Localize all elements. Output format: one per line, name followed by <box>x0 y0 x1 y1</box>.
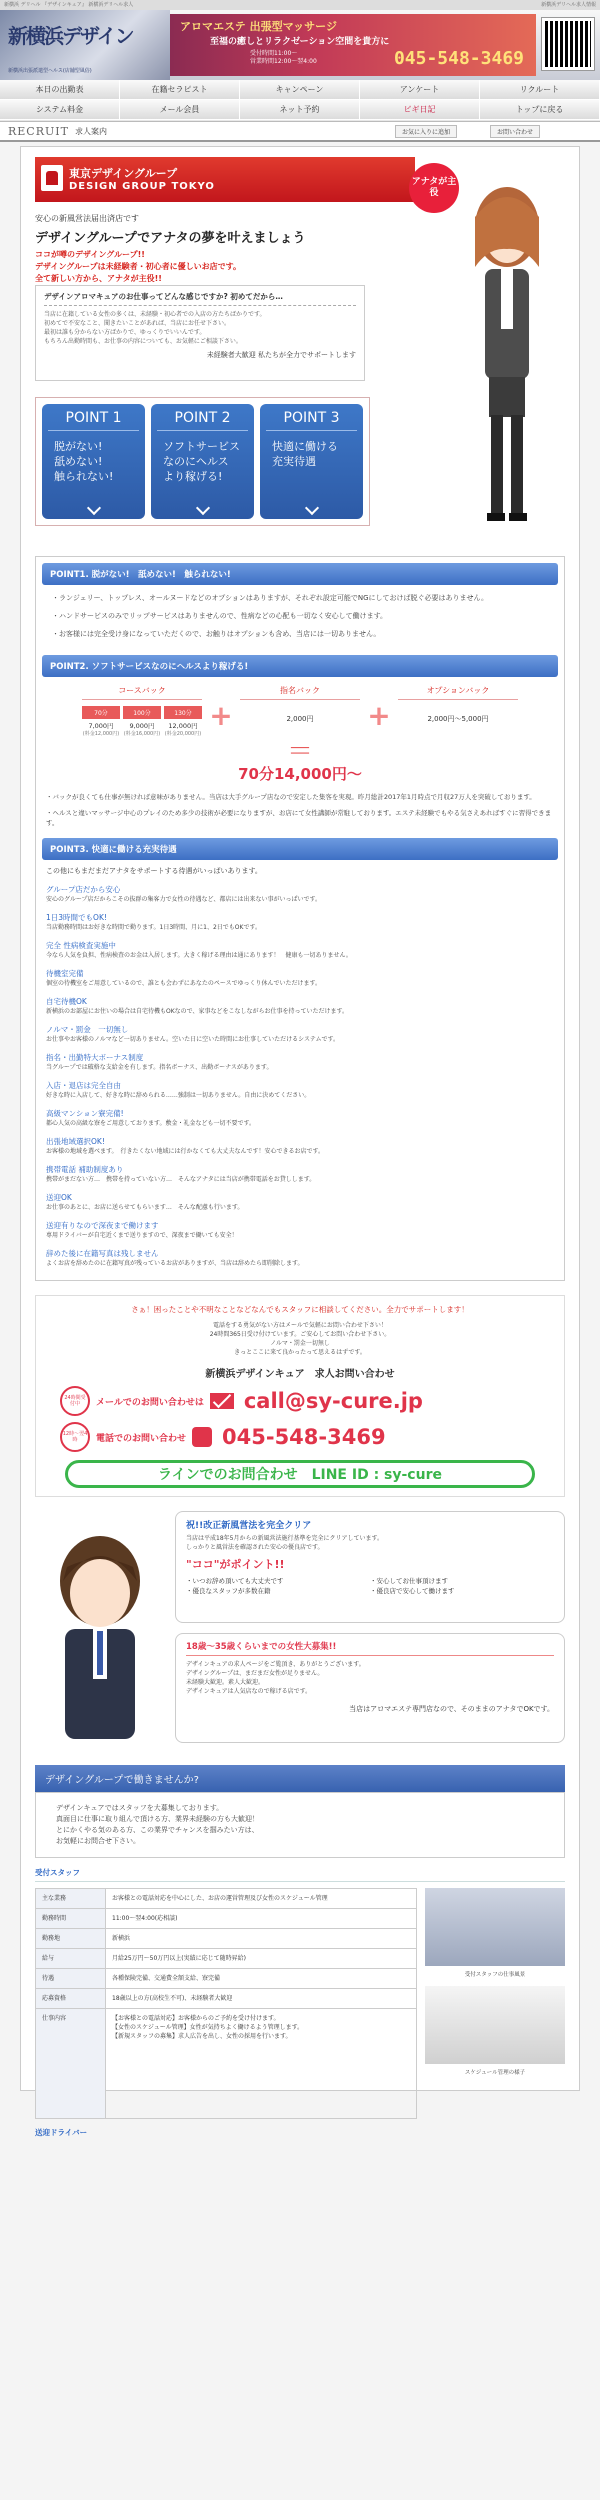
point2-note-1: ・バックが良くても仕事が無ければ意味がありません。当店は大手グループ店なので安定した集客を実現。昨月総計2017年1月時点で月収27万人を突破しております。 <box>46 793 536 801</box>
reception-staff-heading: 受付スタッフ <box>35 1864 565 1882</box>
job-value: 11:00〜翌4:00(応相談) <box>106 1909 417 1929</box>
protagonist-bubble: アナタが主役 <box>409 163 459 213</box>
tel-number-link[interactable]: 045-548-3469 <box>222 1425 386 1449</box>
law-compliance-box <box>175 1511 565 1623</box>
benefit-heading: 自宅待機OK <box>46 997 87 1006</box>
line-contact-button[interactable]: ラインでのお問合わせ LINE ID : sy-cure <box>65 1460 535 1488</box>
benefit-desc: 安心のグループ店だからこその抜群の集客力で女性の待遇など、都店には出来ない事がいっぱいです。 <box>46 896 322 903</box>
point3-title: POINT3. 快適に働ける充実待遇 <box>42 838 558 860</box>
beginner-line-4: もちろん出勤時間も、お仕事の内容についても、お気軽にご相談下さい。 <box>44 338 242 345</box>
job-table <box>35 1888 417 2119</box>
site-logo[interactable] <box>0 10 170 80</box>
course-back-value: 9,000円 <box>129 722 155 730</box>
job-key: 応募資格 <box>36 1989 106 2009</box>
point-card-1[interactable] <box>42 404 145 519</box>
benefit-heading: 入店・退店は完全自由 <box>46 1081 121 1090</box>
company-name-en: DESIGN GROUP TOKYO <box>69 181 215 192</box>
list-item <box>42 1134 558 1162</box>
benefit-heading: 出張地域選択OK! <box>46 1137 105 1146</box>
point-card-2[interactable] <box>151 404 254 519</box>
name-back-value: 2,000円 <box>286 715 314 723</box>
point-card-title: POINT 1 <box>48 410 139 431</box>
header-phone[interactable]: 045-548-3469 <box>393 48 524 69</box>
point-card-desc: ソフトサービス なのにヘルス より稼げる! <box>163 440 240 483</box>
age-footer: 当店はアロマエステ専門店なので、そのままのアナタでOKです。 <box>349 1705 554 1713</box>
phone-icon <box>192 1427 212 1447</box>
staff-photo <box>425 1888 565 1966</box>
job-key: 仕事内容 <box>36 2009 106 2119</box>
course-back-value: 7,000円 <box>88 722 114 730</box>
nav-system[interactable]: システム料金 <box>0 100 120 120</box>
law-desc-1: 当店は平成18年5月からの新風営法施行基準を完全にクリアしています。 <box>186 1535 383 1542</box>
contact-title: 新横浜デザインキュア 求人お問い合わせ <box>205 1369 395 1380</box>
qr-code <box>542 18 594 70</box>
law-point-item: ・いつお辞め頂いても大丈夫です <box>186 1577 284 1585</box>
schedule-photo-caption: スケジュール管理の様子 <box>464 2070 526 2076</box>
table-row <box>36 1929 417 1949</box>
benefit-desc: お仕事やお客様のノルマなど一切ありません。空いた日に空いた時間にお仕事していただけるシステムです。 <box>46 1036 340 1043</box>
point-card-title: POINT 2 <box>157 410 248 431</box>
tel-hours-badge: 12時〜翌4時 <box>60 1422 90 1452</box>
top-strip-right: 新横浜デリヘル求人情報 <box>541 2 596 8</box>
benefit-heading: グループ店だから安心 <box>46 885 121 894</box>
job-value: 新横浜 <box>106 1929 417 1949</box>
equals-icon: ＝ <box>286 737 313 767</box>
table-row <box>36 1969 417 1989</box>
driver-heading: 送迎ドライバー <box>35 2128 88 2137</box>
age-desc <box>186 1660 554 1696</box>
benefit-heading: 送迎OK <box>46 1193 72 1202</box>
job-value: 18歳以上の方(高校生不可)、未経験者大歓迎 <box>106 1989 417 2009</box>
age-desc-1: デザインキュアの求人ページをご覧頂き、ありがとうございます。 <box>186 1661 365 1668</box>
benefit-heading: 辞めた後に在籍写真は残しません <box>46 1249 159 1258</box>
benefit-heading: ノルマ・罰金 一切無し <box>46 1025 129 1034</box>
point1-item-1: ・ランジェリー、トップレス、オールヌードなどのオプションはありますが、それぞれ設定可能でNGにしておけば脱ぐ必要はありません。 <box>52 594 488 602</box>
beginner-line-2: 初めてで不安なこと、聞きたいことがあれば、当店にお任せ下さい。 <box>44 320 231 327</box>
course-item <box>123 706 161 737</box>
points-row <box>35 397 370 526</box>
list-item <box>42 1050 558 1078</box>
list-item <box>42 994 558 1022</box>
option-back-label: オプションバック <box>398 685 518 700</box>
list-item <box>42 966 558 994</box>
list-item <box>42 1190 558 1218</box>
staff-illustration <box>35 1511 165 1751</box>
course-item <box>164 706 202 737</box>
law-title: 祝!!改正新風営法を完全クリア <box>186 1521 312 1531</box>
course-price: (料金20,000円) <box>164 731 202 737</box>
course-item <box>82 706 120 737</box>
point-card-3[interactable] <box>260 404 363 519</box>
point3-list <box>42 882 558 1274</box>
list-item <box>42 882 558 910</box>
tel-label: 電話でのお問い合わせ <box>96 1433 187 1444</box>
benefit-desc: 新横浜のお部屋にお住いの場合は自宅待機もOKなので、家事などをこなしながらお仕事を持っていただけます。 <box>46 1008 349 1015</box>
nav-row-1 <box>0 80 600 100</box>
contact-sub-2: 24時間365日受け付けています。ご安心してお問い合わせ下さい。 <box>209 1331 391 1338</box>
recruit-heading: RECRUIT <box>8 124 69 138</box>
banner-title: アロマエステ 出張型マッサージ <box>180 20 337 33</box>
banner-catch: 至福の癒しとリラクゼーション空間を貴方に <box>210 37 390 47</box>
plus-icon: + <box>209 699 233 732</box>
job-key: 待遇 <box>36 1969 106 1989</box>
mail-address-link[interactable]: call@sy-cure.jp <box>243 1389 423 1413</box>
point2-note-2: ・ヘルスと違いマッサージ中心のプレイのため多少の技術が必要になりますが、お店にて女性講師が常駐しております。エステ未経験でもやる気さえあればすぐに習得できます。 <box>46 809 552 827</box>
beginner-body <box>44 310 356 346</box>
job-key: 勤務時間 <box>36 1909 106 1929</box>
hero-highlight-1: ココが噂のデザイングループ!! <box>35 250 145 259</box>
company-name: 東京デザイングループ <box>69 167 178 180</box>
job-value: 【お客様との電話対応】お客様からのご予約を受け付けます。 【女性のスケジュール管理】女性が気持ちよく働けるよう管理します。 【新規スタッフの募集】求人広告を出し、女性の採用を行います。 <box>106 2009 417 2119</box>
nav-net-reserve[interactable]: ネット予約 <box>240 100 360 120</box>
age-title: 18歳〜35歳くらいまでの女性大募集!! <box>186 1640 554 1656</box>
staff-intro-2: 真面目に仕事に取り組んで頂ける方、業界未経験の方も大歓迎！ <box>56 1815 259 1823</box>
nav-mail-member[interactable]: メール会員 <box>120 100 240 120</box>
course-list <box>82 706 202 737</box>
table-row <box>36 1889 417 1909</box>
job-key: 勤務地 <box>36 1929 106 1949</box>
table-row <box>36 1989 417 2009</box>
name-back <box>240 685 360 724</box>
option-back <box>398 685 518 724</box>
benefit-desc: 当店勤務時間はお好きな時間で勤ります。1日3時間、月に1、2日でもOKです。 <box>46 924 261 931</box>
course-back <box>82 685 202 737</box>
point2-notes <box>42 784 558 828</box>
nav-campaign[interactable]: キャンペーン <box>240 80 360 100</box>
recruit-heading-jp: 求人案内 <box>74 126 107 136</box>
mail-contact-row[interactable] <box>46 1386 554 1416</box>
inquiry-button[interactable]: お問い合わせ <box>490 125 540 138</box>
contact-section <box>35 1295 565 1497</box>
age-recruit-box <box>175 1633 565 1743</box>
mail-label: メールでのお問い合わせは <box>96 1397 204 1408</box>
benefit-heading: 指名・出勤特大ボーナス制度 <box>46 1053 144 1062</box>
point3-lead: この他にもまだまだアナタをサポートする待遇がいっぱいあります。 <box>46 867 262 875</box>
main-nav <box>0 80 600 122</box>
beginner-box <box>35 285 365 381</box>
job-value: 月給25万円〜50万円以上(実績に応じて随時昇給) <box>106 1949 417 1969</box>
course-duration: 100分 <box>123 706 161 719</box>
banner-hours-reception: 受付時間11:00〜 <box>250 50 298 57</box>
mail-icon <box>210 1393 234 1409</box>
list-item <box>42 1218 558 1246</box>
recruit-subbar <box>0 122 600 142</box>
staff-intro-1: デザインキュアではスタッフを大募集しております。 <box>56 1804 224 1812</box>
total-earnings: 70分14,000円〜 <box>238 765 362 783</box>
benefit-heading: 高級マンション寮完備! <box>46 1109 124 1118</box>
tel-contact-row[interactable] <box>46 1422 554 1452</box>
beginner-sign: 未経験者大歓迎 私たちが全力でサポートします <box>206 351 356 359</box>
law-desc-2: しっかりと風営法を確認された安心の優良店です。 <box>186 1544 324 1551</box>
contact-sub-1: 電話をする勇気がない方はメールで気軽にお問い合わせ下さい！ <box>213 1322 387 1329</box>
list-item <box>42 1106 558 1134</box>
option-back-value: 2,000円〜5,000円 <box>427 715 489 723</box>
job-images <box>425 1888 565 2119</box>
nav-recruit[interactable]: リクルート <box>480 80 600 100</box>
course-back-label: コースバック <box>82 685 202 700</box>
banner-hours-business: 営業時間12:00〜翌4:00 <box>250 58 317 65</box>
benefit-desc: お仕事のあとに、お店に送らせてもらいます… そんな配慮も行います。 <box>46 1204 244 1211</box>
contact-sub <box>46 1321 554 1357</box>
list-item <box>42 1162 558 1190</box>
price-breakdown <box>42 677 558 737</box>
job-key: 主な業務 <box>36 1889 106 1909</box>
logo-subtitle: 新横浜出張派遣型ヘルス(店舗型風俗) <box>8 68 92 74</box>
staff-recruit-title: デザイングループで働きませんか? <box>35 1765 565 1792</box>
benefit-desc: 個室の待機室をご用意しているので、誰とも会わずにあなたのペースでゆっくり休んでいただけます。 <box>46 980 322 987</box>
point-details <box>35 556 565 1281</box>
benefit-desc: 携帯がまだない方… 携帯を持っていない方… そんなアナタには当店が携帯電話をお貸しします。 <box>46 1176 316 1183</box>
staff-recruit-intro <box>35 1792 565 1858</box>
point1-title: POINT1. 脱がない! 舐めない! 触られない! <box>42 563 558 585</box>
chevron-down-icon <box>195 501 209 515</box>
hero-highlight-2: デザイングループは未経験者・初心者に優しいお店です。 <box>35 262 241 271</box>
list-item <box>42 1246 558 1274</box>
benefit-desc: お客様の地域を選べます。 行きたくない地域には行かなくても大丈夫なんです！安心できるお店です。 <box>46 1148 325 1155</box>
contact-note: さぁ！困ったことや不明なことなどなんでもスタッフに相談してください。全力でサポートします！ <box>131 1305 469 1314</box>
point2-title: POINT2. ソフトサービスなのにヘルスより稼げる! <box>42 655 558 677</box>
benefit-desc: 都心人気の高級な寮をご用意しております。敷金・礼金なども一切不要です。 <box>46 1120 256 1127</box>
benefit-heading: 送迎有りなので深夜まで働けます <box>46 1221 159 1230</box>
hero-headline: デザイングループでアナタの夢を叶えましょう <box>35 231 306 246</box>
benefit-desc: 専用ドライバーが自宅近くまで送りますので、深夜まで働いても安全！ <box>46 1232 238 1239</box>
beginner-line-3: 最初は誰も分からない方ばかりで、ゆっくりでいいんです。 <box>44 329 206 336</box>
job-value: お客様との電話対応を中心にした、お店の運営管理及び女性のスケジュール管理 <box>106 1889 417 1909</box>
age-desc-2: デザイングループは、まだまだ女性が足りません。 <box>186 1670 324 1677</box>
staff-photo-caption: 受付スタッフの仕事風景 <box>464 1972 526 1978</box>
job-details <box>35 1888 565 2119</box>
top-strip-left: 新横浜 デリヘル 『デザインキュア』 新横浜デリヘル求人 <box>4 2 134 8</box>
law-point: "ココ"がポイント!! <box>186 1558 285 1571</box>
favorite-button[interactable]: お気に入りに追加 <box>395 125 457 138</box>
chevron-down-icon <box>304 501 318 515</box>
name-back-label: 指名バック <box>240 685 360 700</box>
benefit-heading: 1日3時間でもOK! <box>46 913 107 922</box>
nav-row-2 <box>0 100 600 120</box>
job-key: 給与 <box>36 1949 106 1969</box>
law-section <box>35 1511 565 1751</box>
list-item <box>42 910 558 938</box>
nav-today[interactable]: 本日の出勤表 <box>0 80 120 100</box>
course-price: (料金16,000円) <box>123 731 161 737</box>
job-value: 各種保険完備、交通費全額支給、寮完備 <box>106 1969 417 1989</box>
list-item <box>42 938 558 966</box>
list-item <box>42 1078 558 1106</box>
benefit-heading: 携帯電話 補助制度あり <box>46 1165 124 1174</box>
law-point-item: ・安心してお仕事頂けます <box>370 1577 448 1585</box>
nav-survey[interactable]: アンケート <box>360 80 480 100</box>
schedule-photo <box>425 1986 565 2064</box>
age-desc-4: デザインキュアは人気店なので稼げる店です。 <box>186 1688 312 1695</box>
contact-sub-3: ノルマ・罰金一切無し <box>270 1340 330 1347</box>
beginner-line-1: 当店に在籍している女性の多くは、未経験・初心者での入店の方たちばかりです。 <box>44 311 266 318</box>
girl-illustration <box>445 157 565 537</box>
nav-therapists[interactable]: 在籍セラピスト <box>120 80 240 100</box>
contact-sub-4: きっとここに来て良かったって思えるはずです。 <box>234 1349 366 1356</box>
staff-intro-3: とにかくやる気のある方、この業界でチャンスを掴みたい方は、 <box>56 1826 259 1834</box>
law-point-item: ・優良店で安心して働けます <box>370 1587 455 1595</box>
logo-title: 新横浜デザイン <box>8 24 133 48</box>
table-row <box>36 1909 417 1929</box>
company-banner <box>35 157 415 202</box>
top-strip <box>0 0 600 10</box>
benefit-desc: よくお店を辞めたのに在籍写真が残っているお店がありますが、当店は辞めたら即削除します。 <box>46 1260 304 1267</box>
hero-highlight <box>35 249 241 285</box>
site-header <box>0 10 600 80</box>
table-row <box>36 2009 417 2119</box>
point-card-title: POINT 3 <box>266 410 357 431</box>
course-back-value: 12,000円 <box>168 722 198 730</box>
recruit-main <box>20 146 580 2137</box>
table-row <box>36 1949 417 1969</box>
plus-icon: + <box>367 699 391 732</box>
course-duration: 130分 <box>164 706 202 719</box>
point1-item-3: ・お客様には完全受け身になっていただくので、お触りはオプションも含め、当店には一切ありません。 <box>52 630 381 638</box>
list-item <box>42 1022 558 1050</box>
staff-intro-4: お気軽にお問合せ下さい。 <box>56 1837 140 1845</box>
age-desc-3: 未経験大歓迎。素人大歓迎。 <box>186 1679 265 1686</box>
point-card-desc: 快適に働ける 充実待遇 <box>272 440 338 468</box>
benefit-heading: 完全 性病検査実施中 <box>46 941 116 950</box>
law-point-item: ・優良なスタッフが多数在籍 <box>186 1587 271 1595</box>
point-card-desc: 脱がない! 舐めない! 触られない! <box>54 440 114 483</box>
chevron-down-icon <box>86 501 100 515</box>
law-desc <box>186 1534 554 1552</box>
nav-top[interactable]: トップに戻る <box>480 100 600 120</box>
nav-diary[interactable]: ビギ日記 <box>360 100 480 120</box>
point1-body <box>42 585 558 655</box>
mail-hours-badge: 24時間受付中 <box>60 1386 90 1416</box>
course-price: (料金12,000円) <box>82 731 120 737</box>
benefit-desc: 当グループでは破格な支給金を有します。指名ボーナス、出勤ボーナスがあります。 <box>46 1064 273 1071</box>
benefit-heading: 待機室完備 <box>46 969 84 978</box>
benefit-desc: 今なら人気を負担、性病検査のお金は入居します。大きく稼げる理由は通にあります！ 健康も一切ありません。 <box>46 952 352 959</box>
law-points-grid <box>186 1576 554 1596</box>
banner-hours <box>250 50 317 66</box>
point1-item-2: ・ハンドサービスのみでリップサービスはありませんので、性病などの心配も一切なく安心して働けます。 <box>52 612 388 620</box>
hero-highlight-3: 全て新しい方から、アナタが主役!! <box>35 274 162 283</box>
hero-lead: 安心の新風営法届出済店です <box>35 214 139 223</box>
beginner-title: デザインアロマキュアのお仕事ってどんな感じですか? 初めてだから… <box>44 291 356 306</box>
header-banner <box>170 14 536 76</box>
company-icon <box>41 165 63 191</box>
staff-recruit-section <box>35 1765 565 2138</box>
course-duration: 70分 <box>82 706 120 719</box>
benefit-desc: 好きな時に入店して、好きな時に辞められる……強制は一切ありません。自由に決めてください。 <box>46 1092 311 1099</box>
